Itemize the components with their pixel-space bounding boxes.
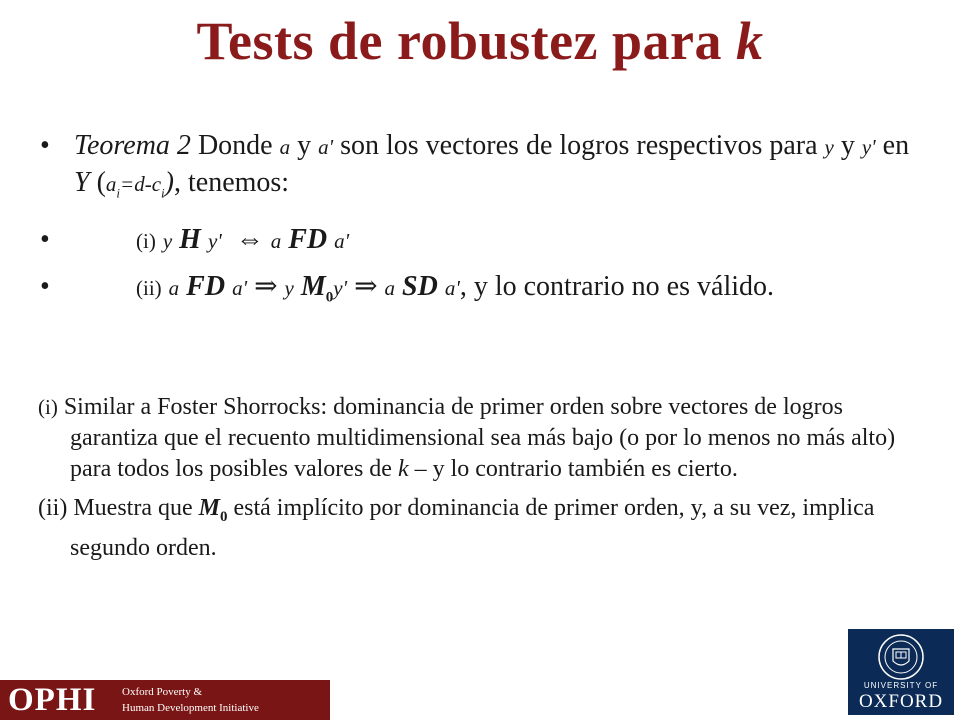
text: Donde bbox=[190, 130, 280, 161]
var-y: y bbox=[162, 228, 173, 253]
bullet-theorem bbox=[40, 128, 920, 212]
bullet-part-ii bbox=[40, 269, 920, 316]
var-a-prime: a' bbox=[318, 135, 334, 159]
relation-FD: FD bbox=[186, 270, 226, 302]
implies-symbol: ⇒ bbox=[354, 270, 378, 302]
ophi-line-1: Oxford Poverty & bbox=[122, 686, 203, 698]
oxford-top-text: UNIVERSITY OF bbox=[863, 681, 939, 690]
iff-symbol: ⇔ bbox=[235, 223, 264, 255]
var-y-prime: y' bbox=[861, 135, 876, 159]
subscript-0: 0 bbox=[325, 289, 334, 306]
var-ai: a bbox=[105, 172, 117, 196]
var-a: a bbox=[168, 275, 180, 300]
var-k: k bbox=[397, 456, 409, 482]
note-text: – y lo contrario también es cierto. bbox=[408, 456, 738, 482]
text: y bbox=[833, 130, 862, 161]
bullet-dot: • bbox=[40, 130, 50, 161]
note-text: Similar a Foster Shorrocks: dominancia de primer orden sobre vectores de logros garantiza que el recuento multidimensional sea más bajo (o por lo menos no más alto) para todos los posibles valores de bbox=[57, 394, 896, 482]
relation-FD: FD bbox=[288, 223, 328, 255]
note-marker: (ii) bbox=[38, 495, 68, 521]
var-a-prime: a' bbox=[334, 228, 350, 253]
var-y: y bbox=[284, 275, 294, 300]
note-marker: (i) bbox=[38, 395, 58, 419]
relation-H: H bbox=[179, 223, 201, 255]
text: y bbox=[290, 130, 319, 161]
ophi-logo: OPHI bbox=[8, 682, 97, 718]
text: son los vectores de logros respectivos para bbox=[333, 130, 825, 161]
bullet-part-i bbox=[40, 222, 920, 259]
relation-SD: SD bbox=[402, 270, 438, 302]
var-a: a bbox=[270, 228, 282, 253]
title-variable: k bbox=[736, 11, 764, 71]
indent bbox=[74, 224, 136, 255]
part-number: (ii) bbox=[136, 275, 162, 300]
subscript-i: i bbox=[161, 185, 165, 201]
var-a-prime: a' bbox=[232, 275, 248, 300]
measure-M: M bbox=[300, 270, 326, 302]
bullet-list bbox=[40, 128, 920, 325]
oxford-name: OXFORD bbox=[858, 691, 944, 712]
var-a: a bbox=[279, 135, 291, 159]
oxford-logo bbox=[848, 629, 954, 715]
var-y: y bbox=[824, 135, 834, 159]
measure-M: M bbox=[198, 495, 220, 521]
text: , tenemos: bbox=[173, 167, 290, 198]
subscript-i: i bbox=[116, 185, 121, 201]
implies-symbol: ⇒ bbox=[254, 270, 278, 302]
subscript-0: 0 bbox=[219, 508, 228, 525]
var-a-prime: a' bbox=[444, 275, 460, 300]
ophi-line-2: Human Development Initiative bbox=[122, 702, 259, 714]
note-ii bbox=[38, 493, 918, 564]
note-text: Muestra que bbox=[67, 495, 199, 521]
notes bbox=[38, 392, 918, 572]
indent bbox=[74, 271, 136, 302]
text: , y lo contrario no es válido. bbox=[459, 270, 774, 302]
slide-title bbox=[0, 10, 960, 72]
note-text: está implícito por dominancia de primer orden, y, a su vez, implica segundo orden. bbox=[70, 495, 875, 561]
var-a: a bbox=[384, 275, 396, 300]
part-number: (i) bbox=[136, 228, 156, 253]
title-text: Tests de robustez para bbox=[196, 11, 737, 71]
var-Y: Y bbox=[74, 167, 90, 198]
var-y-prime: y' bbox=[333, 275, 348, 300]
bullet-dot: • bbox=[40, 270, 50, 302]
bullet-dot: • bbox=[40, 223, 50, 255]
text: ( bbox=[89, 167, 106, 198]
text: en bbox=[875, 130, 910, 161]
note-i bbox=[38, 392, 918, 485]
text: ) bbox=[164, 167, 174, 198]
theorem-label: Teorema 2 bbox=[74, 130, 191, 161]
ophi-subtitle bbox=[122, 684, 259, 716]
var-y-prime: y' bbox=[207, 228, 222, 253]
formula: =d-c bbox=[120, 172, 162, 196]
oxford-crest-icon bbox=[877, 633, 925, 681]
